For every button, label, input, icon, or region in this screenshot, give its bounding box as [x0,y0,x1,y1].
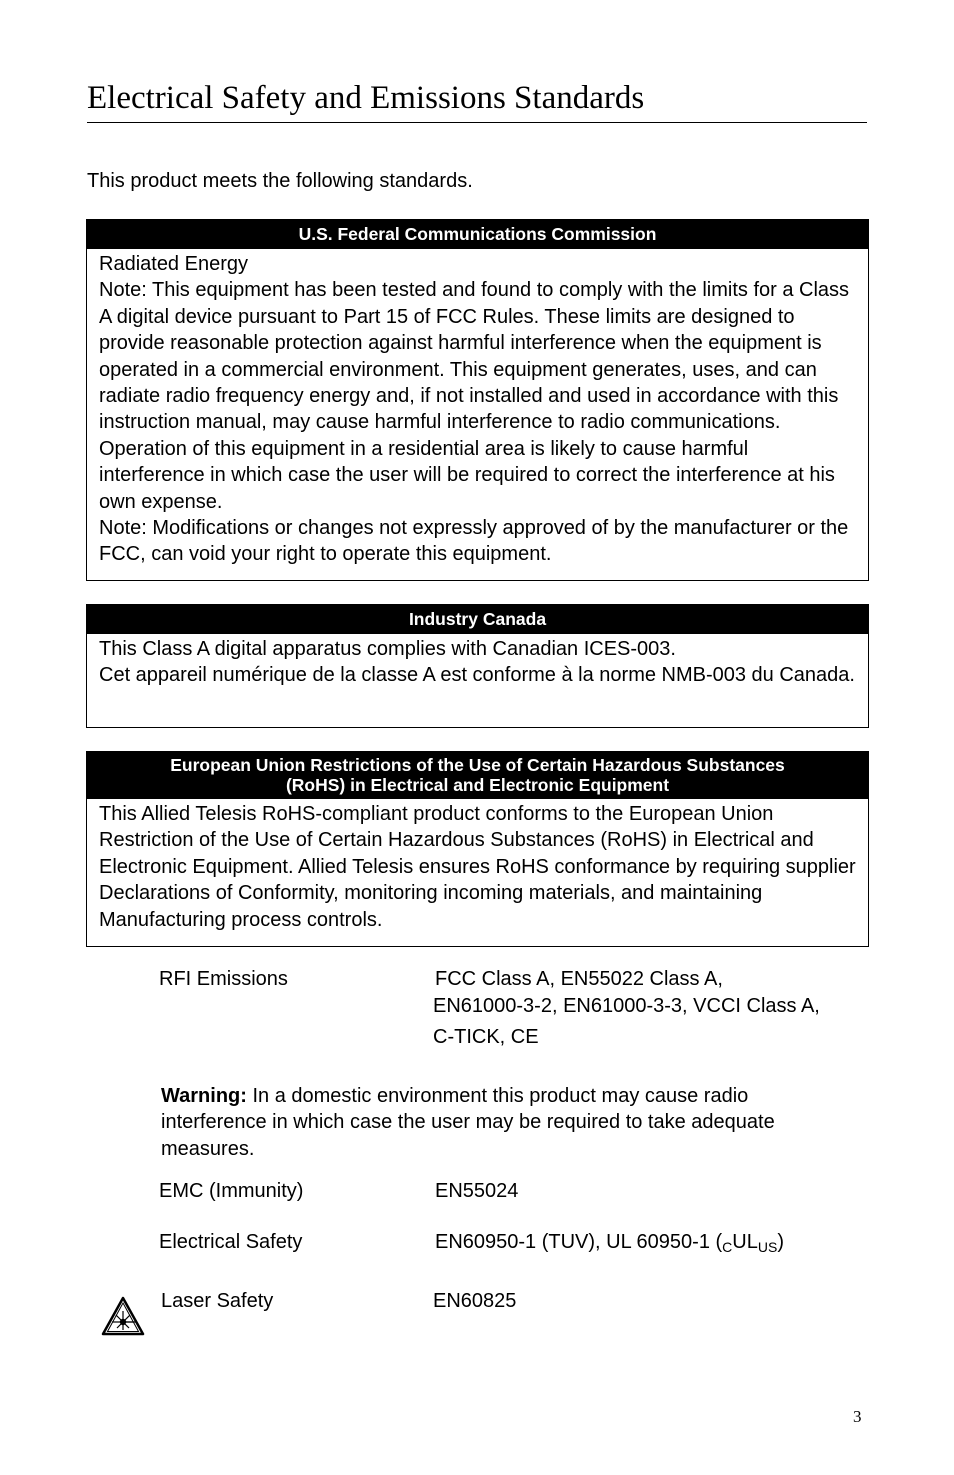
canada-heading: Industry Canada [87,605,868,634]
rohs-box [86,751,869,947]
laser-warning-icon [101,1296,145,1336]
emc-value: EN55024 [435,1180,519,1202]
warning-label: Warning: [161,1085,247,1107]
canada-line-2: Cet appareil numérique de la classe A est conforme à la norme NMB-003 du Canada. [99,664,855,687]
electrical-safety-value [435,1229,784,1256]
rohs-text: This Allied Telesis RoHS-compliant product conforms to the European Union Restriction of the Use of Certain Hazardous Substances (RoHS) in Electrical and Electronic Equipment. Allied Telesis ensures RoHS conformance by requiring supplier Declarations of Conformity, monitoring incoming materials, and maintaining Manufacturing process controls. [99,803,856,931]
safety-sub-us: US [757,1239,778,1255]
safety-close: ) [777,1231,784,1253]
rohs-heading [87,752,868,799]
safety-sub-c: C [722,1239,733,1255]
rohs-body [87,799,868,941]
page-title: Electrical Safety and Emissions Standards [87,80,645,116]
fcc-subheading: Radiated Energy [99,253,248,275]
rfi-value-line-3: C-TICK, CE [433,1026,539,1048]
canada-box [86,604,869,728]
warning-note [161,1083,851,1162]
canada-line-1: This Class A digital apparatus complies with Canadian ICES-003. [99,638,676,660]
title-rule [87,122,867,123]
fcc-note-2: Note: Modifications or changes not expressly approved of by the manufacturer or the FCC, can void your right to operate this equipment. [99,517,849,566]
fcc-box [86,219,869,581]
fcc-note-1: Note: This equipment has been tested and found to comply with the limits for a Class A digital device pursuant to Part 15 of FCC Rules. These limits are designed to provide reasonable protection against harmful interference when the equipment is operated in a commercial environment. This equipment generates, uses, and can radiate radio frequency energy and, if not installed and used in accordance with this instruction manual, may cause harmful interference to radio communications. Operation of this equipment in a residential area is likely to cause harmful interference in which case the user will be required to correct the interference at his own expense. [99,279,850,513]
rfi-label: RFI Emissions [159,968,288,990]
rfi-value-line-1: FCC Class A, EN55022 Class A, [435,968,723,990]
laser-safety-label: Laser Safety [161,1290,274,1312]
laser-safety-value: EN60825 [433,1290,517,1312]
electrical-safety-label: Electrical Safety [159,1231,303,1253]
rohs-heading-line-1: European Union Restrictions of the Use of Certain Hazardous Substances [170,755,785,775]
rfi-value-line-2: EN61000-3-2, EN61000-3-3, VCCI Class A, [433,995,820,1017]
fcc-heading: U.S. Federal Communications Commission [87,220,868,249]
fcc-body [87,249,868,576]
safety-ul: UL [732,1231,758,1253]
rohs-heading-line-2: (RoHS) in Electrical and Electronic Equipment [285,775,670,795]
canada-body [87,634,868,697]
safety-value-text: EN60950-1 (TUV), UL 60950-1 ( [435,1231,723,1253]
warning-text: In a domestic environment this product may cause radio interference in which case the user may be required to take adequate measures. [161,1085,775,1160]
emc-label: EMC (Immunity) [159,1180,304,1202]
page-number: 3 [853,1407,862,1426]
intro-text: This product meets the following standards. [87,170,473,192]
